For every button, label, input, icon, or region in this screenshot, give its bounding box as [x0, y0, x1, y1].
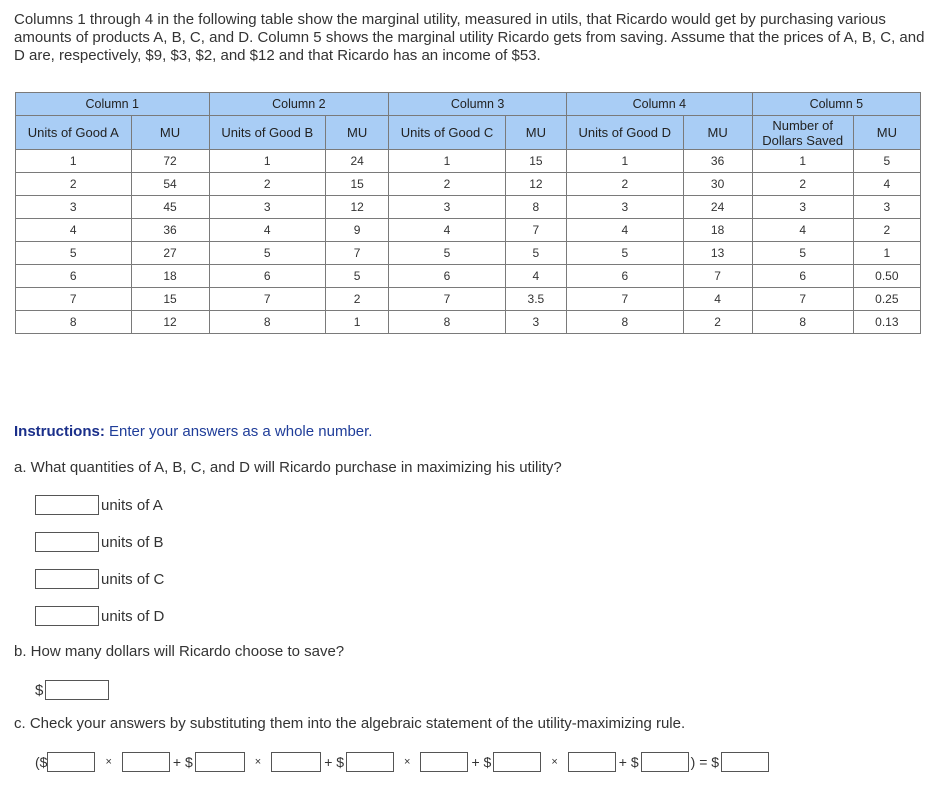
table-cell: 7	[567, 288, 684, 311]
subheader: MU	[853, 116, 920, 150]
table-cell: 36	[131, 219, 209, 242]
table-cell: 3	[853, 196, 920, 219]
column-title: Column 1	[16, 93, 210, 116]
table-cell: 18	[683, 219, 752, 242]
table-cell: 3	[567, 196, 684, 219]
column-title: Column 2	[209, 93, 389, 116]
close-equals-dollar: ) = $	[690, 754, 720, 770]
rule-qty-d-input[interactable]	[568, 752, 616, 772]
table-cell: 0.50	[853, 265, 920, 288]
times-sign: ×	[404, 756, 411, 768]
table-cell: 4	[683, 288, 752, 311]
answer-row-c	[35, 569, 164, 589]
table-cell: 27	[131, 242, 209, 265]
table-cell: 5	[389, 242, 506, 265]
table-cell: 2	[209, 173, 326, 196]
table-cell: 13	[683, 242, 752, 265]
table-cell: 15	[326, 173, 389, 196]
utility-rule-equation	[35, 752, 769, 772]
open-paren-dollar: ($	[35, 754, 48, 770]
table-cell: 54	[131, 173, 209, 196]
table-cell: 15	[505, 150, 566, 173]
instructions-text: Enter your answers as a whole number.	[104, 423, 373, 440]
table-cell: 3	[16, 196, 132, 219]
answer-row-d	[35, 606, 164, 626]
units-d-label: units of D	[101, 607, 165, 625]
table-cell: 7	[752, 288, 853, 311]
table-cell: 3	[209, 196, 326, 219]
table-row	[16, 311, 921, 334]
table-cell: 2	[326, 288, 389, 311]
units-a-label: units of A	[101, 496, 163, 514]
answer-row-b	[35, 532, 164, 552]
table-cell: 4	[389, 219, 506, 242]
table-cell: 2	[16, 173, 132, 196]
table-cell: 8	[505, 196, 566, 219]
rule-qty-c-input[interactable]	[420, 752, 468, 772]
subheader: MU	[683, 116, 752, 150]
question-c: c. Check your answers by substituting them into the algebraic statement of the utility-maximizing rule.	[14, 715, 686, 732]
table-row	[16, 219, 921, 242]
table-cell: 18	[131, 265, 209, 288]
table-cell: 1	[16, 150, 132, 173]
table-cell: 5	[209, 242, 326, 265]
plus-dollar: + $	[471, 754, 492, 770]
subheader: Number of Dollars Saved	[752, 116, 853, 150]
table-cell: 3	[505, 311, 566, 334]
column-title: Column 5	[752, 93, 920, 116]
question-b: b. How many dollars will Ricardo choose to save?	[14, 643, 345, 660]
table-cell: 15	[131, 288, 209, 311]
subheader: MU	[131, 116, 209, 150]
times-sign: ×	[105, 756, 112, 768]
table-column-title-row	[16, 93, 921, 116]
subheader: Units of Good B	[209, 116, 326, 150]
table-cell: 72	[131, 150, 209, 173]
dollars-saved-input[interactable]	[45, 680, 109, 700]
table-cell: 6	[16, 265, 132, 288]
table-cell: 0.13	[853, 311, 920, 334]
table-cell: 6	[209, 265, 326, 288]
plus-dollar: + $	[618, 754, 639, 770]
table-cell: 2	[853, 219, 920, 242]
rule-mu-d-input[interactable]	[493, 752, 541, 772]
table-cell: 1	[567, 150, 684, 173]
rule-total-input[interactable]	[721, 752, 769, 772]
table-cell: 8	[752, 311, 853, 334]
table-cell: 4	[853, 173, 920, 196]
table-row	[16, 265, 921, 288]
table-cell: 8	[567, 311, 684, 334]
subheader: Units of Good A	[16, 116, 132, 150]
answer-row-a	[35, 495, 163, 515]
plus-dollar: + $	[324, 754, 345, 770]
table-cell: 5	[567, 242, 684, 265]
table-cell: 24	[326, 150, 389, 173]
table-cell: 2	[567, 173, 684, 196]
table-cell: 7	[389, 288, 506, 311]
table-cell: 5	[505, 242, 566, 265]
table-cell: 5	[326, 265, 389, 288]
table-cell: 0.25	[853, 288, 920, 311]
table-subheader-row	[16, 116, 921, 150]
plus-dollar: + $	[172, 754, 193, 770]
table-cell: 1	[752, 150, 853, 173]
subheader: MU	[326, 116, 389, 150]
table-cell: 12	[326, 196, 389, 219]
table-cell: 7	[505, 219, 566, 242]
times-sign: ×	[551, 756, 558, 768]
table-row	[16, 288, 921, 311]
units-d-input[interactable]	[35, 606, 99, 626]
table-cell: 2	[683, 311, 752, 334]
units-b-label: units of B	[101, 533, 164, 551]
table-cell: 1	[853, 242, 920, 265]
table-cell: 8	[16, 311, 132, 334]
table-cell: 36	[683, 150, 752, 173]
table-row	[16, 173, 921, 196]
question-a: a. What quantities of A, B, C, and D will Ricardo purchase in maximizing his utility?	[14, 459, 562, 476]
table-cell: 4	[16, 219, 132, 242]
table-cell: 5	[752, 242, 853, 265]
units-b-input[interactable]	[35, 532, 99, 552]
table-cell: 1	[326, 311, 389, 334]
table-cell: 7	[326, 242, 389, 265]
table-cell: 6	[567, 265, 684, 288]
column-title: Column 4	[567, 93, 753, 116]
table-cell: 7	[683, 265, 752, 288]
table-cell: 1	[209, 150, 326, 173]
table-cell: 3	[752, 196, 853, 219]
table-cell: 4	[752, 219, 853, 242]
rule-mu-c-input[interactable]	[346, 752, 394, 772]
table-cell: 8	[209, 311, 326, 334]
table-cell: 12	[131, 311, 209, 334]
table-row	[16, 196, 921, 219]
table-cell: 6	[389, 265, 506, 288]
table-cell: 4	[567, 219, 684, 242]
rule-qty-b-input[interactable]	[271, 752, 321, 772]
instructions-label: Instructions:	[14, 423, 105, 440]
units-c-label: units of C	[101, 570, 165, 588]
table-cell: 2	[752, 173, 853, 196]
table-cell: 2	[389, 173, 506, 196]
table-row	[16, 150, 921, 173]
rule-mu-a-input[interactable]	[47, 752, 95, 772]
column-title: Column 3	[389, 93, 567, 116]
table-cell: 5	[16, 242, 132, 265]
table-cell: 30	[683, 173, 752, 196]
table-row	[16, 242, 921, 265]
table-body	[16, 150, 921, 334]
savings-answer-row	[35, 680, 109, 700]
units-c-input[interactable]	[35, 569, 99, 589]
marginal-utility-table	[15, 92, 921, 334]
table-cell: 8	[389, 311, 506, 334]
table-cell: 45	[131, 196, 209, 219]
table-cell: 3	[389, 196, 506, 219]
times-sign: ×	[254, 756, 262, 768]
rule-mu-b-input[interactable]	[195, 752, 245, 772]
table-cell: 4	[505, 265, 566, 288]
table-cell: 7	[16, 288, 132, 311]
units-a-input[interactable]	[35, 495, 99, 515]
table-cell: 5	[853, 150, 920, 173]
table-cell: 24	[683, 196, 752, 219]
table-cell: 1	[389, 150, 506, 173]
subheader: MU	[505, 116, 566, 150]
rule-qty-a-input[interactable]	[122, 752, 170, 772]
dollar-sign: $	[35, 681, 44, 699]
problem-intro: Columns 1 through 4 in the following table show the marginal utility, measured in utils, that Ricardo would get by purchasing various amounts of products A, B, C, and D. Column 5 shows the marginal utility Ricardo gets from saving. Assume that the prices of A, B, C, and D are, respectively, $9, $3, $2, and $12 and that Ricardo has an income of $53.	[14, 11, 925, 64]
rule-savings-input[interactable]	[641, 752, 689, 772]
table-cell: 7	[209, 288, 326, 311]
table-cell: 4	[209, 219, 326, 242]
instructions	[14, 423, 372, 440]
table-cell: 6	[752, 265, 853, 288]
subheader: Units of Good C	[389, 116, 506, 150]
table-cell: 3.5	[505, 288, 566, 311]
table-cell: 12	[505, 173, 566, 196]
table-cell: 9	[326, 219, 389, 242]
subheader: Units of Good D	[567, 116, 684, 150]
